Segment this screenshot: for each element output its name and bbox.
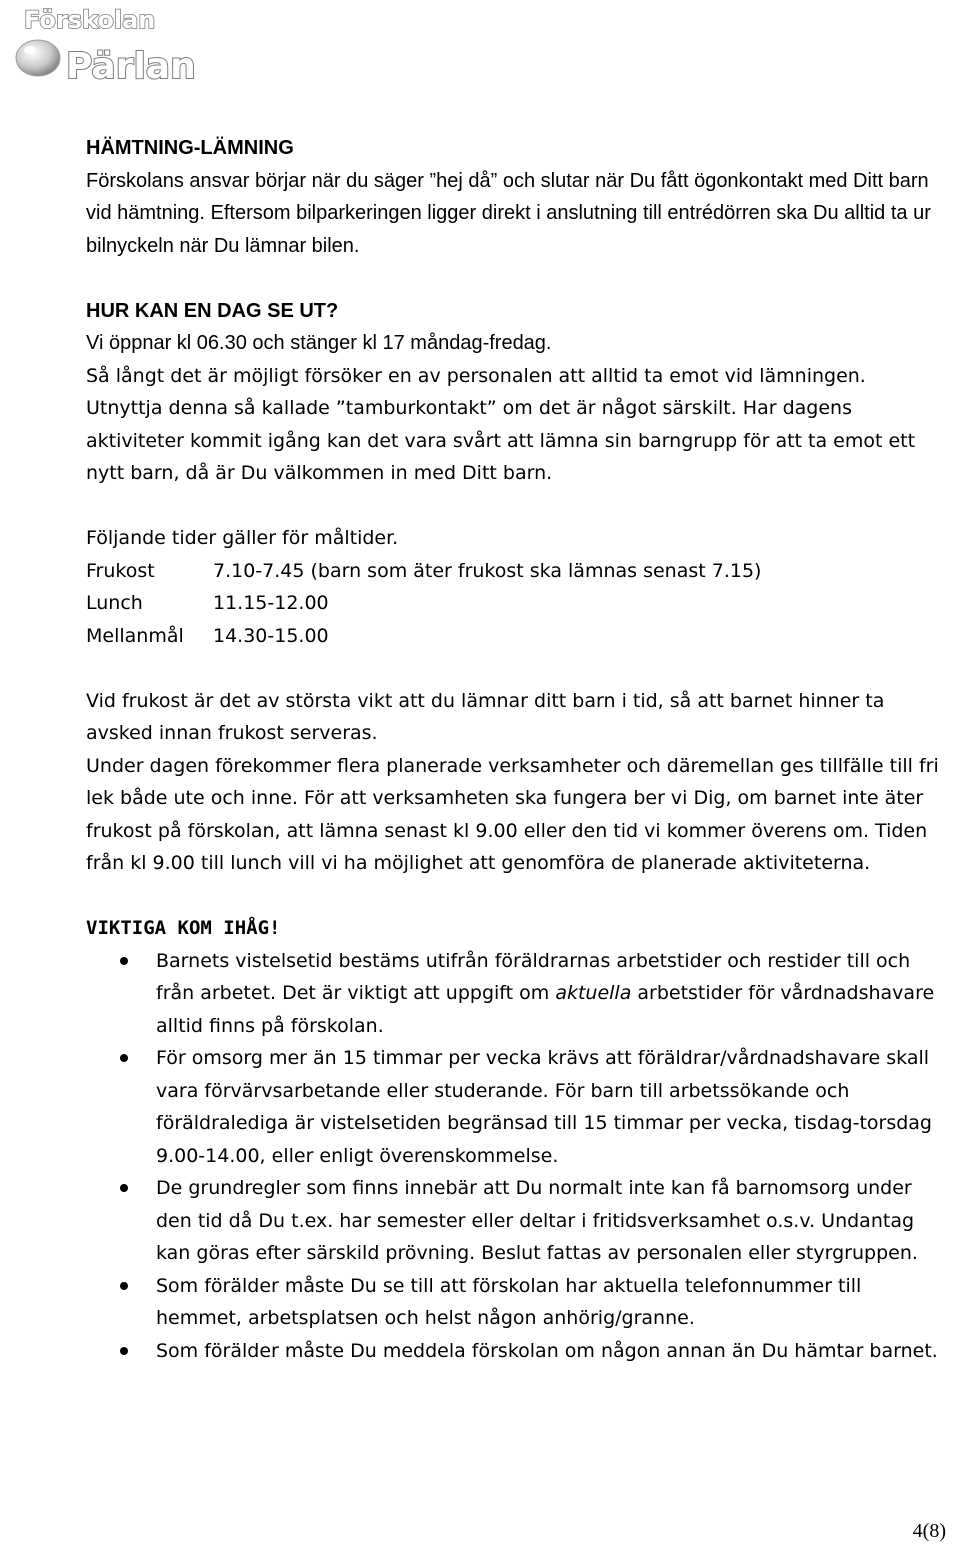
page-number: 4(8) — [912, 1520, 946, 1542]
bullet-icon — [120, 1054, 128, 1062]
bullet-icon — [120, 1347, 128, 1355]
meal-time: 14.30-15.00 — [213, 624, 329, 647]
meal-name: Frukost — [86, 559, 155, 582]
reminder-list — [86, 945, 948, 1368]
list-item: De grundregler som finns innebär att Du normalt inte kan få barnomsorg under den tid då Du t.ex. har semester eller deltar i fritidsverksamhet o.s.v. Undantag kan göras efter särskild prövning. Beslut fattas av personalen eller styrgruppen. — [86, 1172, 948, 1270]
meal-row-mellanmal — [86, 620, 948, 653]
logo-text-parlan: Pärlan — [66, 46, 196, 87]
pearl-icon — [16, 40, 60, 76]
list-item: Barnets vistelsetid bestäms utifrån föräldrarnas arbetstider och restider till och från arbetet. Det är viktigt att uppgift om aktuella arbetstider för vårdnadshavare alltid finns på förskolan. — [86, 945, 948, 1043]
meal-time: 7.10-7.45 (barn som äter frukost ska lämnas senast 7.15) — [213, 559, 762, 582]
meal-name: Mellanmål — [86, 624, 184, 647]
list-item: Som förälder måste Du meddela förskolan om någon annan än Du hämtar barnet. — [86, 1335, 948, 1368]
logo-text-forskolan: Förskolan — [24, 6, 156, 34]
list-item: För omsorg mer än 15 timmar per vecka krävs att föräldrar/vårdnadshavare skall vara förvärvsarbetande eller studerande. För barn till arbetssökande och föräldralediga är vistelsetiden begränsad till 15 timmar per vecka, tisdag-torsdag 9.00-14.00, eller enligt överenskommelse. — [86, 1042, 948, 1172]
heading-hamtning: HÄMTNING-LÄMNING — [86, 137, 294, 159]
paragraph-lamning: Så långt det är möjligt försöker en av personalen att alltid ta emot vid lämningen. Utnyttja denna så kallade ”tamburkontakt” om det är något särskilt. Har dagens aktiviteter kommit igång kan det vara svårt att lämna sin barngrupp för att ta emot ett nytt barn, då är Du välkommen in med Ditt barn. — [86, 364, 916, 484]
paragraph-hamtning: Förskolans ansvar börjar när du säger ”hej då” och slutar när Du fått ögonkontakt med Ditt barn vid hämtning. Eftersom bilparkeringen ligger direkt i anslutning till entrédörren ska Du alltid ta ur bilnyckeln när Du lämnar bilen. — [86, 169, 931, 257]
bullet-icon — [120, 1184, 128, 1192]
list-item: Som förälder måste Du se till att förskolan har aktuella telefonnummer till hemmet, arbetsplatsen och helst någon anhörig/granne. — [86, 1270, 948, 1335]
meal-name: Lunch — [86, 592, 143, 614]
meal-row-frukost — [86, 555, 948, 588]
paragraph-verksamhet: Under dagen förekommer flera planerade verksamheter och däremellan ges tillfälle till fri lek både ute och inne. För att verksamheten ska fungera ber vi Dig, om barnet inte äter frukost på förskolan, att lämna senast kl 9.00 eller den tid vi kommer överens om. Tiden från kl 9.00 till lunch vill vi ha möjlighet att genomföra de planerade aktiviteterna. — [86, 754, 939, 874]
opening-hours: Vi öppnar kl 06.30 och stänger kl 17 måndag-fredag. — [86, 332, 552, 354]
bullet-icon — [120, 957, 128, 965]
paragraph-frukost: Vid frukost är det av största vikt att du lämnar ditt barn i tid, så att barnet hinner ta avsked innan frukost serveras. — [86, 689, 885, 744]
heading-dag: HUR KAN EN DAG SE UT? — [86, 299, 339, 322]
preschool-logo — [2, 2, 212, 88]
meal-row-lunch — [86, 587, 948, 620]
document-body — [86, 132, 948, 1367]
meal-times-intro: Följande tider gäller för måltider. — [86, 527, 399, 549]
meal-time: 11.15-12.00 — [213, 592, 329, 614]
bullet-icon — [120, 1282, 128, 1290]
heading-viktiga: VIKTIGA KOM IHÅG! — [86, 917, 281, 939]
